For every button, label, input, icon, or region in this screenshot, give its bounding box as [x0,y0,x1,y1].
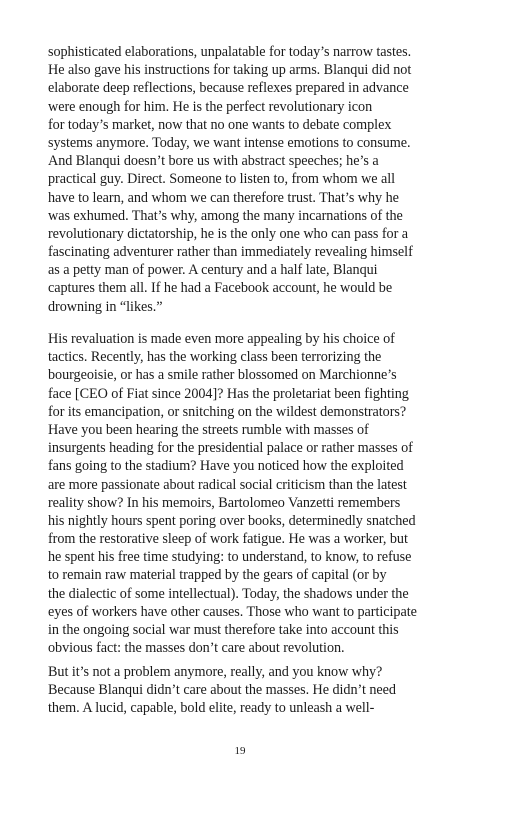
text-line: fans going to the stadium? Have you noticed how the exploited [48,458,404,475]
text-line: systems anymore. Today, we want intense emotions to consume. [48,134,411,151]
text-line: revolutionary dictatorship, he is the only one who can pass for a [48,225,409,242]
text-line: sophisticated elaborations, unpalatable for today’s narrow tastes. [48,44,412,60]
text-line: were enough for him. He is the perfect revolutionary icon [48,98,373,115]
text-line: fascinating adventurer rather than immediately revealing himself [48,244,413,261]
text-line: from the restorative sleep of work fatigue. He was a worker, but [48,531,408,548]
text-line: for its emancipation, or snitching on the wildest demonstrators? [48,403,407,420]
text-line: obvious fact: the masses don’t care about revolution. [48,640,345,657]
page-number: 19 [234,745,246,757]
paragraph-1 [48,43,440,316]
text-line: elaborate deep reflections, because reflexes prepared in advance [48,80,409,97]
text-line: Have you been hearing the streets rumble with masses of [48,421,369,438]
text-line: His revaluation is made even more appealing by his choice of [48,331,395,347]
text-line: in the ongoing social war must therefore take into account this [48,622,399,638]
text-line: And Blanqui doesn’t bore us with abstract speeches; he’s a [48,153,379,170]
text-line: to remain raw material trapped by the gears of capital (or by [48,567,387,584]
text-line: He also gave his instructions for taking up arms. Blanqui did not [48,62,412,79]
text-line: drowning in “likes.” [48,298,163,315]
text-line: face [CEO of Fiat since 2004]? Has the proletariat been fighting [48,385,409,402]
text-line: the dialectic of some intellectual). Today, the shadows under the [48,585,409,602]
text-line: was exhumed. That’s why, among the many incarnations of the [48,207,403,224]
text-line: his nightly hours spent poring over books, determinedly snatched [48,512,416,529]
text-line: them. A lucid, capable, bold elite, ready to unleash a well- [48,700,375,717]
text-line: tactics. Recently, has the working class been terrorizing the [48,349,382,366]
text-line: he spent his free time studying: to understand, to know, to refuse [48,549,412,566]
text-line: as a petty man of power. A century and a half late, Blanqui [48,262,378,279]
text-line: reality show? In his memoirs, Bartolomeo Vanzetti remembers [48,494,401,511]
text-line: have to learn, and whom we can therefore trust. That’s why he [48,189,399,206]
text-line: insurgents heading for the presidential palace or rather masses of [48,440,413,457]
text-line: Because Blanqui didn’t care about the masses. He didn’t need [48,682,396,699]
text-line: for today’s market, now that no one wants to debate complex [48,116,392,133]
text-line: eyes of workers have other causes. Those who want to participate [48,603,417,620]
text-line: But it’s not a problem anymore, really, and you know why? [48,664,383,680]
text-line: practical guy. Direct. Someone to listen to, from whom we all [48,171,396,188]
text-line: bourgeoisie, or has a smile rather blossomed on Marchionne’s [48,367,397,384]
text-line: are more passionate about radical social criticism than the latest [48,476,407,493]
paragraph-3 [48,663,440,718]
paragraph-2 [48,330,440,657]
text-line: captures them all. If he had a Facebook account, he would be [48,280,393,297]
